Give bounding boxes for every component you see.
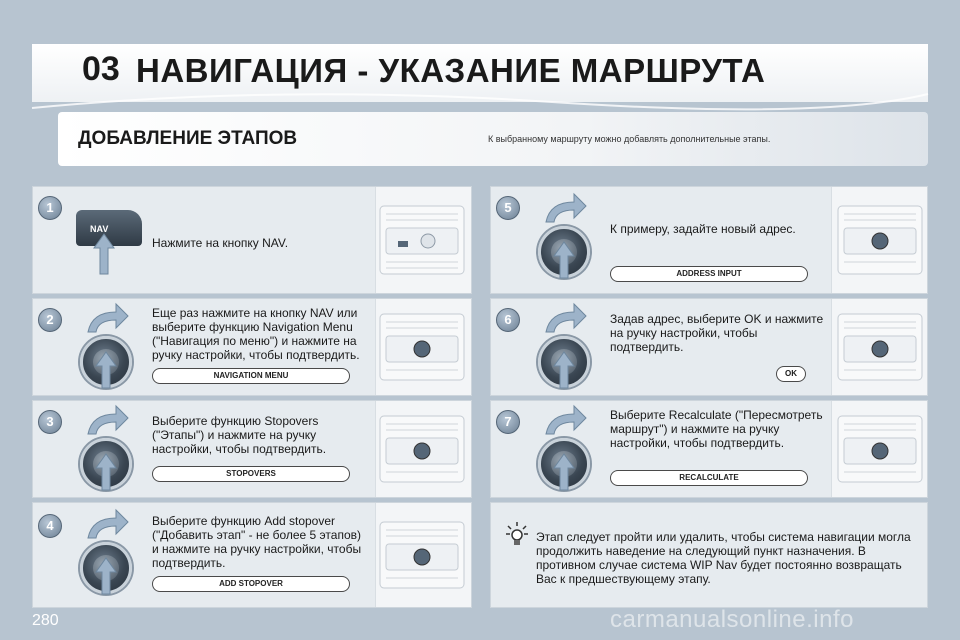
- section-title: ДОБАВЛЕНИЕ ЭТАПОВ: [78, 128, 298, 149]
- step-text-5: К примеру, задайте новый адрес.: [610, 222, 796, 236]
- radio-panel-icon: [380, 206, 464, 274]
- turn-arrow-icon: [86, 304, 128, 334]
- page-number: 280: [32, 612, 59, 629]
- watermark: carmanualsonline.info: [610, 606, 854, 633]
- radio-panel-icon: [380, 416, 464, 482]
- section-intro: К выбранному маршруту можно добавлять дополнительные этапы.: [488, 134, 771, 144]
- step-text-6: Задав адрес, выберите OK и нажмите на ручку настройки, чтобы подтвердить.: [610, 312, 824, 354]
- step-text-3: Выберите функцию Stopovers ("Этапы") и нажмите на ручку настройки, чтобы подтвердить.: [152, 414, 327, 456]
- step-text-4: Выберите функцию Add stopover ("Добавить этап" - не более 5 этапов) и нажмите на ручку настройки, чтобы подтвердить.: [152, 514, 362, 570]
- screen-label-navigation-menu: NAVIGATION MENU: [152, 368, 350, 384]
- radio-panel-icon: [380, 522, 464, 588]
- screen-label-recalculate: RECALCULATE: [610, 470, 808, 486]
- screen-label-stopovers: STOPOVERS: [152, 466, 350, 482]
- step-number-5: 5: [496, 196, 520, 220]
- turn-arrow-icon: [86, 510, 128, 540]
- step-text-2: Еще раз нажмите на кнопку NAV или выберите функцию Navigation Menu ("Навигация по меню") и нажмите на ручку настройки, чтобы подтвердить.: [152, 306, 360, 362]
- turn-arrow-icon: [544, 194, 586, 224]
- turn-arrow-icon: [544, 304, 586, 334]
- step-number-7: 7: [496, 410, 520, 434]
- press-arrow-icon: [96, 352, 116, 388]
- press-arrow-icon: [554, 352, 574, 388]
- page-title: НАВИГАЦИЯ - УКАЗАНИЕ МАРШРУТА: [136, 52, 766, 89]
- turn-arrow-icon: [544, 406, 586, 436]
- screen-label-add-stopover: ADD STOPOVER: [152, 576, 350, 592]
- press-arrow-icon: [94, 234, 114, 274]
- press-arrow-icon: [554, 454, 574, 490]
- step-text-1: Нажмите на кнопку NAV.: [152, 236, 289, 250]
- turn-arrow-icon: [86, 406, 128, 436]
- screen-label-address-input: ADDRESS INPUT: [610, 266, 808, 282]
- lightbulb-icon: [506, 522, 528, 548]
- radio-panel-icon: [838, 314, 922, 380]
- radio-panel-icon: [380, 314, 464, 380]
- screen-label-ok: OK: [776, 366, 806, 382]
- step-number-6: 6: [496, 308, 520, 332]
- press-arrow-icon: [96, 454, 116, 490]
- step-number-4: 4: [38, 514, 62, 538]
- step-text-7: Выберите Recalculate ("Пересмотреть маршрут") и нажмите на ручку настройки, чтобы подтвердить.: [610, 408, 823, 450]
- press-arrow-icon: [96, 558, 116, 594]
- chapter-number: 03: [82, 50, 120, 88]
- step-number-1: 1: [38, 196, 62, 220]
- step-number-3: 3: [38, 410, 62, 434]
- nav-button-icon: NAV: [76, 210, 142, 246]
- step-number-2: 2: [38, 308, 62, 332]
- press-arrow-icon: [554, 242, 574, 278]
- radio-panel-icon: [838, 206, 922, 274]
- tip-text: Этап следует пройти или удалить, чтобы система навигации могла продолжить наведение на следующий пункт назначения. В противном случае система WIP Nav будет постоянно возвращать Вас к предшествующему этапу.: [536, 530, 911, 586]
- radio-panel-icon: [838, 416, 922, 482]
